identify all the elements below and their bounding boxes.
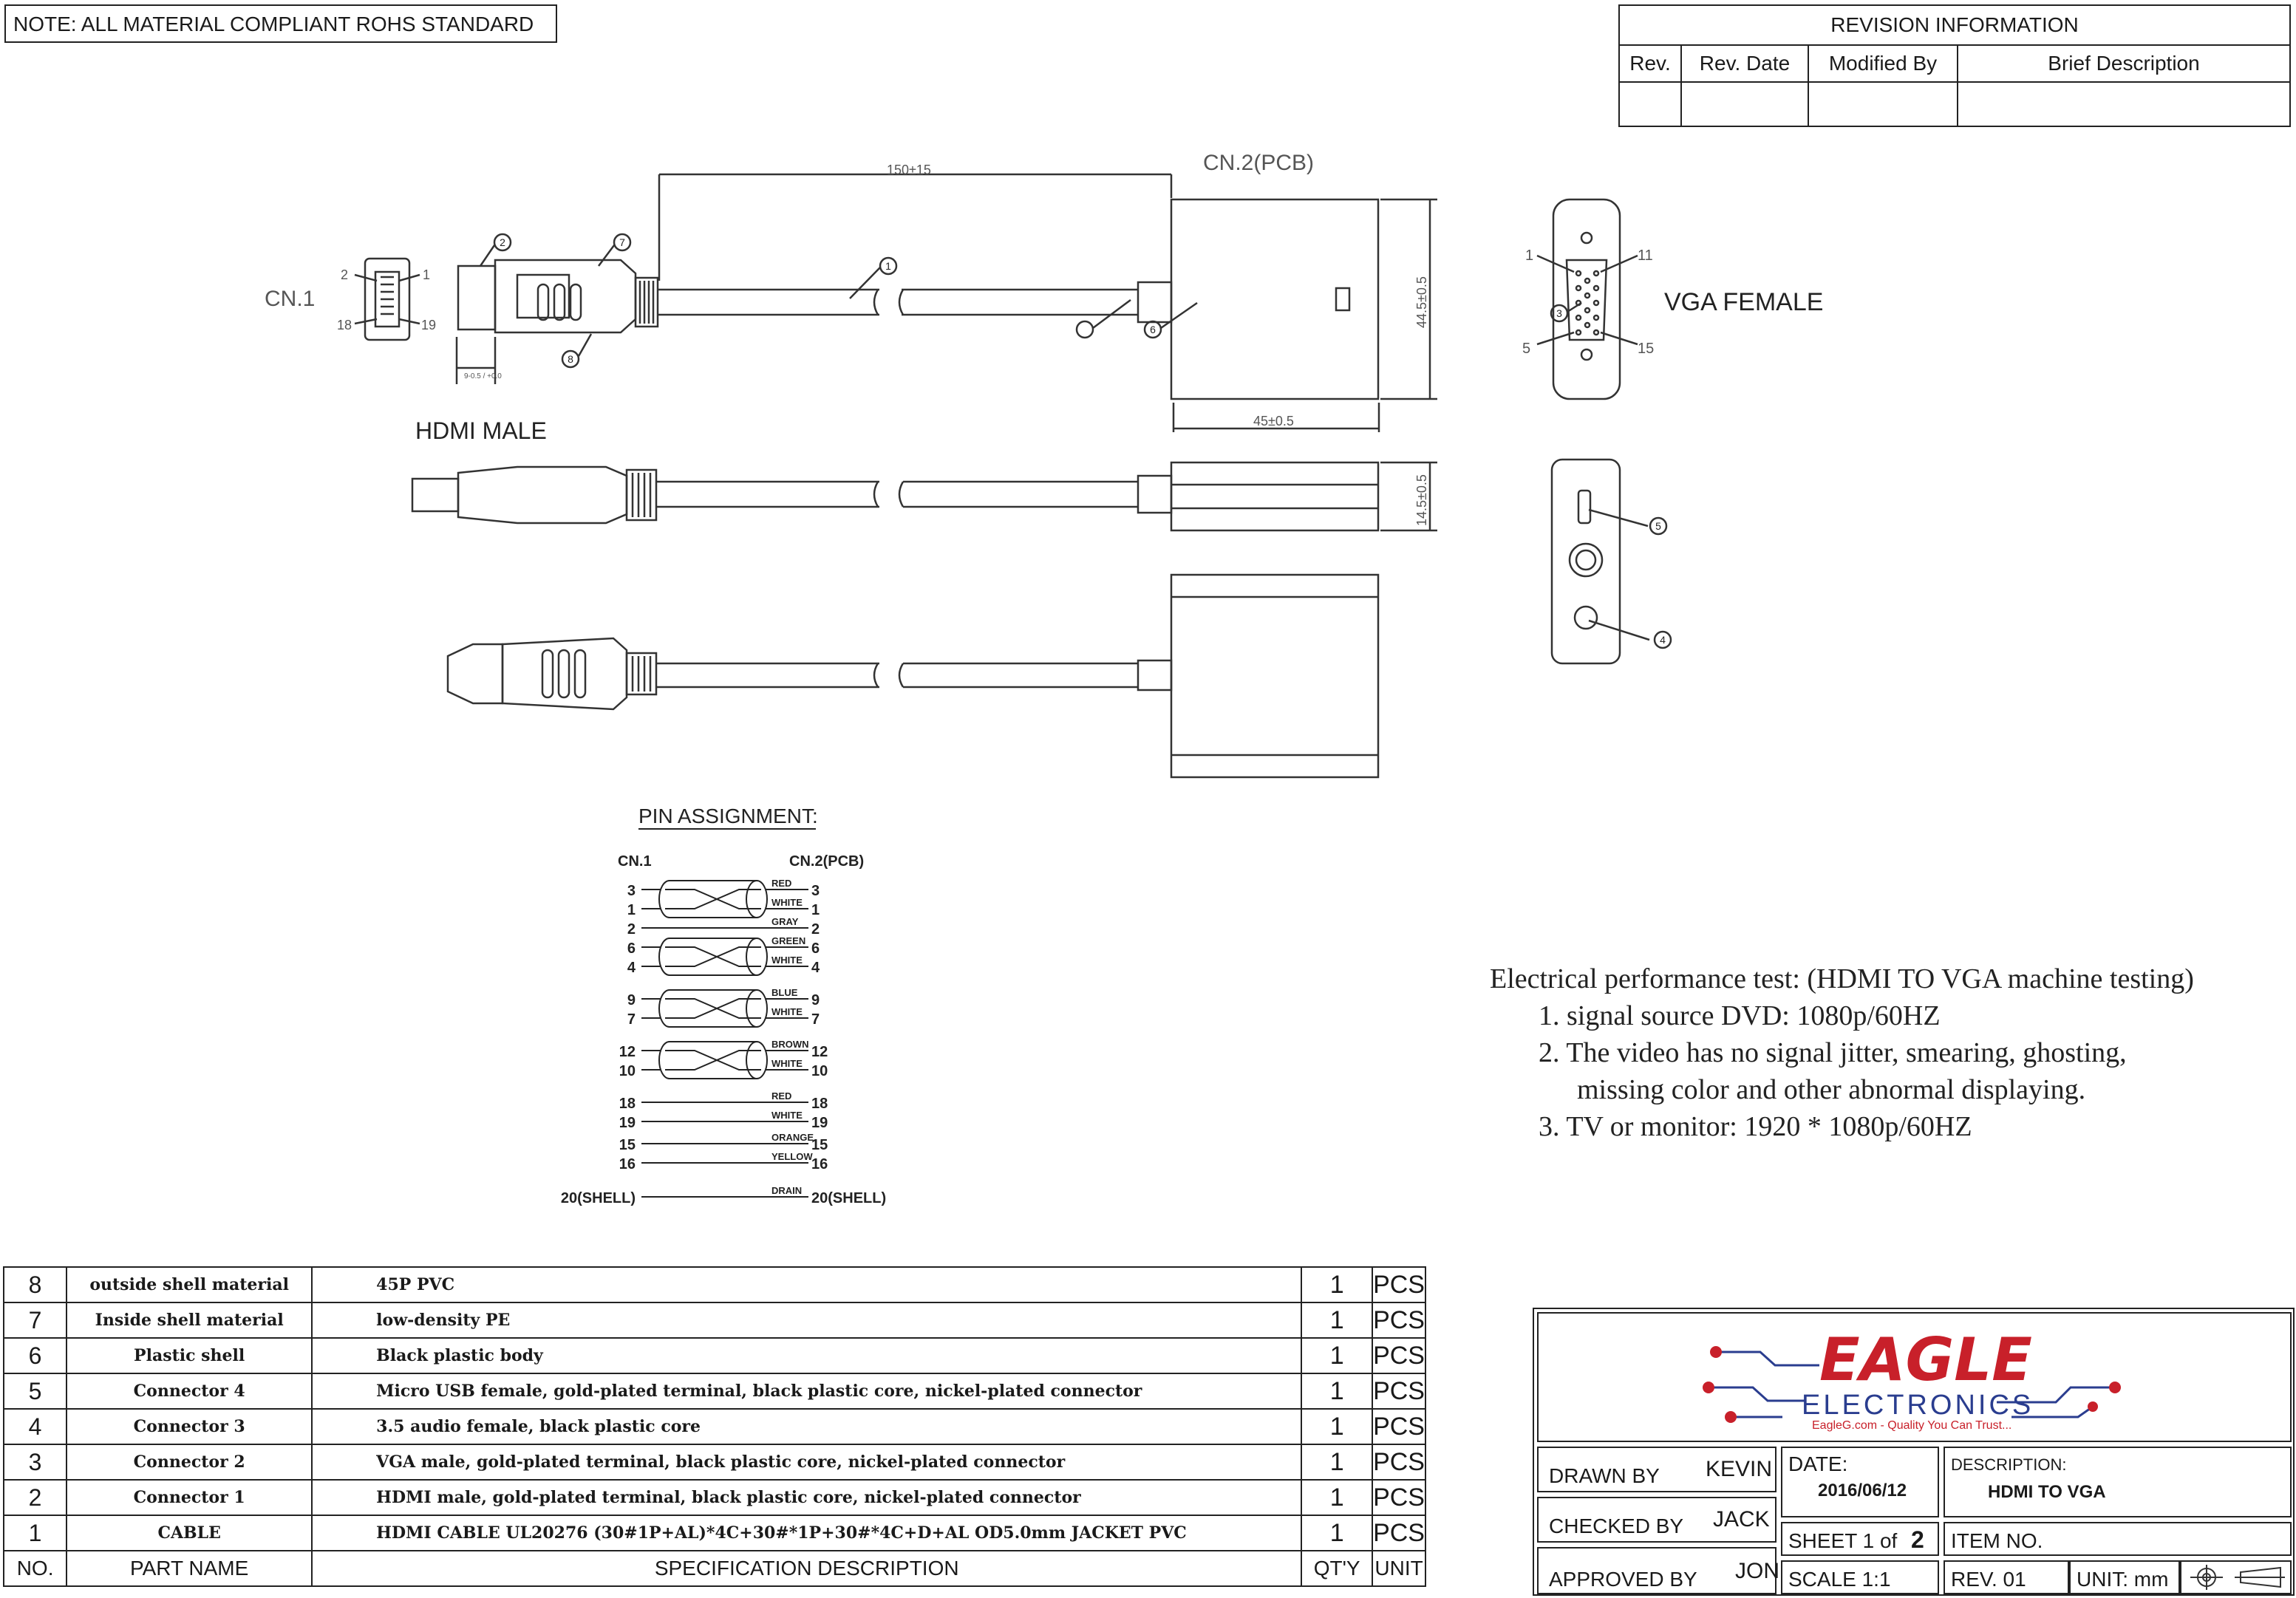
bom-row bbox=[4, 1444, 1425, 1480]
bom-row bbox=[4, 1373, 1425, 1409]
pin-wire-color: WHITE bbox=[771, 955, 803, 966]
cn2-label: CN.2(PCB) bbox=[1203, 151, 1315, 175]
pin-left-number: 7 bbox=[627, 1011, 636, 1028]
pin-right-number: 10 bbox=[811, 1063, 828, 1079]
twisted-pair-shield bbox=[659, 881, 767, 918]
revision-title: REVISION INFORMATION bbox=[1619, 5, 2290, 45]
callout-balloons bbox=[480, 234, 1671, 648]
bom-no: 2 bbox=[4, 1480, 67, 1515]
bom-spec: HDMI male, gold-plated terminal, black plastic core, nickel-plated connector bbox=[312, 1480, 1301, 1515]
date-label: DATE: bbox=[1788, 1452, 1848, 1475]
pin-right-number: 4 bbox=[811, 960, 820, 976]
dim-height: 44.5±0.5 bbox=[1414, 276, 1429, 328]
unit-value: UNIT: mm bbox=[2077, 1568, 2169, 1591]
bom-header-spec: SPECIFICATION DESCRIPTION bbox=[312, 1551, 1301, 1586]
bom-no: 8 bbox=[4, 1267, 67, 1302]
hdmi-male-label: HDMI MALE bbox=[415, 417, 547, 444]
title-block bbox=[1533, 1308, 2295, 1596]
pin-left-number: 6 bbox=[627, 940, 636, 957]
bom-spec: VGA male, gold-plated terminal, black plastic core, nickel-plated connector bbox=[312, 1444, 1301, 1480]
approved-by-cell bbox=[1537, 1547, 1779, 1594]
bill-of-materials bbox=[3, 1266, 1426, 1587]
cn1-label: CN.1 bbox=[265, 287, 316, 311]
pin-left-number: 9 bbox=[627, 992, 636, 1008]
pin-right-number: 7 bbox=[811, 1011, 820, 1028]
eagle-logo bbox=[1539, 1314, 2290, 1441]
balloon-6: 6 bbox=[1150, 324, 1156, 335]
balloon-1: 1 bbox=[885, 260, 891, 272]
description-cell bbox=[1944, 1447, 2292, 1517]
pin-left-header: CN.1 bbox=[618, 853, 652, 870]
item-no-label: ITEM NO. bbox=[1951, 1529, 2043, 1552]
bom-unit: PCS bbox=[1372, 1480, 1425, 1515]
hdmi-plug-side bbox=[412, 462, 1437, 530]
pin-wire-color: RED bbox=[771, 878, 792, 889]
vga-pin-11: 11 bbox=[1638, 247, 1653, 264]
checked-by-label: CHECKED BY bbox=[1549, 1515, 1684, 1537]
logo-tagline: EagleG.com - Quality You Can Trust... bbox=[1812, 1419, 2012, 1432]
bom-row bbox=[4, 1409, 1425, 1444]
bom-part: Inside shell material bbox=[67, 1302, 312, 1338]
bom-no: 6 bbox=[4, 1338, 67, 1373]
bom-unit: PCS bbox=[1372, 1515, 1425, 1551]
bom-qty: 1 bbox=[1301, 1444, 1372, 1480]
logo-area bbox=[1537, 1312, 2292, 1442]
pin-right-number: 9 bbox=[811, 992, 820, 1008]
vga-pin-15: 15 bbox=[1638, 341, 1655, 357]
performance-item: missing color and other abnormal displaying. bbox=[1577, 1074, 2086, 1105]
pin-wire-color: BROWN bbox=[771, 1039, 809, 1050]
checked-by-value: JACK bbox=[1713, 1507, 1770, 1532]
performance-item: 2. The video has no signal jitter, smearing, ghosting, bbox=[1539, 1037, 2127, 1068]
performance-item: 3. TV or monitor: 1920 * 1080p/60HZ bbox=[1539, 1111, 1972, 1142]
date-value: 2016/06/12 bbox=[1818, 1481, 1907, 1500]
drawn-by-cell bbox=[1537, 1447, 1776, 1492]
approved-by-value: JON bbox=[1735, 1559, 1779, 1583]
description-label: DESCRIPTION: bbox=[1951, 1455, 2067, 1474]
logo-electronics: ELECTRONICS bbox=[1802, 1390, 2034, 1421]
bom-unit: PCS bbox=[1372, 1267, 1425, 1302]
pin-wire-color: GRAY bbox=[771, 916, 799, 927]
vga-pin-1: 1 bbox=[1525, 247, 1534, 264]
bom-no: 7 bbox=[4, 1302, 67, 1338]
bom-row bbox=[4, 1267, 1425, 1302]
pin-right-number: 15 bbox=[811, 1137, 828, 1153]
pin-wire-color: YELLOW bbox=[771, 1151, 813, 1162]
bom-spec: Micro USB female, gold-plated terminal, black plastic core, nickel-plated connector bbox=[312, 1373, 1301, 1409]
pin-left-number: 20(SHELL) bbox=[560, 1190, 636, 1206]
rev-cell-tb bbox=[1944, 1560, 2069, 1594]
cn1-pin-19: 19 bbox=[421, 318, 437, 332]
vga-pin-5: 5 bbox=[1522, 341, 1531, 357]
bom-no: 3 bbox=[4, 1444, 67, 1480]
performance-notes bbox=[1490, 960, 2288, 1145]
rohs-note: NOTE: ALL MATERIAL COMPLIANT ROHS STANDARD bbox=[4, 4, 557, 43]
pin-right-number: 3 bbox=[811, 883, 820, 899]
rev-col-rev: Rev. bbox=[1619, 45, 1681, 82]
bom-unit: PCS bbox=[1372, 1444, 1425, 1480]
bom-spec: low-density PE bbox=[312, 1302, 1301, 1338]
vga-female-front bbox=[1537, 199, 1638, 399]
rev-value: REV. 01 bbox=[1951, 1568, 2026, 1591]
pin-right-number: 16 bbox=[811, 1156, 828, 1172]
pin-wire-color: WHITE bbox=[771, 1110, 803, 1121]
pin-left-number: 15 bbox=[619, 1137, 636, 1153]
cn1-end-view bbox=[355, 259, 420, 340]
pin-wire-color: DRAIN bbox=[771, 1185, 803, 1196]
pair-cross bbox=[650, 1144, 754, 1163]
projection-symbol-icon bbox=[2181, 1562, 2290, 1593]
bom-row bbox=[4, 1302, 1425, 1338]
performance-title: Electrical performance test: (HDMI TO VGA machine testing) bbox=[1490, 963, 2194, 994]
bom-part: Connector 2 bbox=[67, 1444, 312, 1480]
approved-by-label: APPROVED BY bbox=[1549, 1568, 1697, 1591]
pin-right-header: CN.2(PCB) bbox=[789, 853, 865, 870]
pin-wire-color: WHITE bbox=[771, 1058, 803, 1069]
rev-col-description: Brief Description bbox=[1958, 45, 2290, 82]
projection-cell bbox=[2180, 1560, 2292, 1594]
pin-left-number: 1 bbox=[627, 902, 636, 918]
bom-part: Connector 4 bbox=[67, 1373, 312, 1409]
bom-unit: PCS bbox=[1372, 1338, 1425, 1373]
bom-header-part: PART NAME bbox=[67, 1551, 312, 1586]
twisted-pair-shield bbox=[659, 1042, 767, 1079]
pin-left-number: 12 bbox=[619, 1044, 636, 1060]
hdmi-plug-bottom bbox=[448, 575, 1378, 777]
unit-cell bbox=[2069, 1560, 2180, 1594]
balloon-8: 8 bbox=[568, 353, 573, 365]
bom-qty: 1 bbox=[1301, 1515, 1372, 1551]
bom-header-qty: QT'Y bbox=[1301, 1551, 1372, 1586]
pin-right-number: 1 bbox=[811, 902, 820, 918]
dim-small: 9-0.5 / +0.0 bbox=[464, 372, 502, 380]
performance-item: 1. signal source DVD: 1080p/60HZ bbox=[1539, 1000, 1941, 1031]
hdmi-plug-top bbox=[458, 260, 1171, 332]
bom-part: Connector 3 bbox=[67, 1409, 312, 1444]
side-port-view bbox=[1552, 460, 1649, 663]
bom-no: 1 bbox=[4, 1515, 67, 1551]
pin-assignment-title: PIN ASSIGNMENT: bbox=[638, 805, 818, 827]
bom-spec: 3.5 audio female, black plastic core bbox=[312, 1409, 1301, 1444]
pin-left-number: 18 bbox=[619, 1096, 636, 1112]
date-cell bbox=[1781, 1447, 1939, 1517]
dim-side: 14.5±0.5 bbox=[1414, 474, 1429, 526]
bom-row bbox=[4, 1338, 1425, 1373]
vga-housing-top bbox=[1171, 199, 1378, 399]
checked-by-cell bbox=[1537, 1497, 1776, 1543]
bom-qty: 1 bbox=[1301, 1480, 1372, 1515]
pin-wire-color: BLUE bbox=[771, 987, 798, 998]
balloon-5: 5 bbox=[1655, 520, 1661, 532]
item-no-cell bbox=[1944, 1522, 2292, 1556]
balloon-3: 3 bbox=[1556, 307, 1562, 319]
pin-wire-color: WHITE bbox=[771, 1006, 803, 1017]
vga-female-label: VGA FEMALE bbox=[1664, 288, 1824, 316]
cn1-pin-2: 2 bbox=[341, 267, 349, 282]
pin-wire-color: ORANGE bbox=[771, 1132, 814, 1143]
bom-unit: PCS bbox=[1372, 1409, 1425, 1444]
pin-right-number: 2 bbox=[811, 921, 820, 938]
bom-part: outside shell material bbox=[67, 1267, 312, 1302]
logo-eagle: EAGLE bbox=[1819, 1325, 2032, 1394]
twisted-pair-shield bbox=[659, 938, 767, 975]
pin-left-number: 16 bbox=[619, 1156, 636, 1172]
pin-left-number: 10 bbox=[619, 1063, 636, 1079]
sheet-prefix: SHEET 1 of bbox=[1788, 1529, 1898, 1552]
pin-right-number: 20(SHELL) bbox=[811, 1190, 887, 1206]
drawn-by-value: KEVIN bbox=[1706, 1457, 1773, 1481]
bom-qty: 1 bbox=[1301, 1338, 1372, 1373]
dim-width: 45±0.5 bbox=[1253, 414, 1294, 428]
bom-part: CABLE bbox=[67, 1515, 312, 1551]
bom-qty: 1 bbox=[1301, 1373, 1372, 1409]
pin-left-number: 19 bbox=[619, 1115, 636, 1131]
drawn-by-label: DRAWN BY bbox=[1549, 1464, 1660, 1487]
bom-no: 5 bbox=[4, 1373, 67, 1409]
pin-left-number: 3 bbox=[627, 883, 636, 899]
bom-spec: 45P PVC bbox=[312, 1267, 1301, 1302]
bom-qty: 1 bbox=[1301, 1409, 1372, 1444]
balloon-7: 7 bbox=[619, 236, 625, 248]
twisted-pair-shield bbox=[659, 990, 767, 1027]
bom-row bbox=[4, 1515, 1425, 1551]
pin-right-number: 6 bbox=[811, 940, 820, 957]
cn1-pin-18: 18 bbox=[337, 318, 352, 332]
bom-qty: 1 bbox=[1301, 1302, 1372, 1338]
scale-cell bbox=[1781, 1560, 1939, 1594]
bom-row bbox=[4, 1480, 1425, 1515]
bom-header-row bbox=[4, 1551, 1425, 1586]
bom-header-unit: UNIT bbox=[1372, 1551, 1425, 1586]
bom-spec: Black plastic body bbox=[312, 1338, 1301, 1373]
bom-unit: PCS bbox=[1372, 1373, 1425, 1409]
pin-left-number: 4 bbox=[627, 960, 636, 976]
pin-wire-color: RED bbox=[771, 1090, 792, 1102]
bom-qty: 1 bbox=[1301, 1267, 1372, 1302]
balloon-4: 4 bbox=[1660, 634, 1666, 646]
bom-header-no: NO. bbox=[4, 1551, 67, 1586]
bom-spec: HDMI CABLE UL20276 (30#1P+AL)*4C+30#*1P+30#*4C+D+AL OD5.0mm JACKET PVC bbox=[312, 1515, 1301, 1551]
bom-unit: PCS bbox=[1372, 1302, 1425, 1338]
balloon-2: 2 bbox=[500, 236, 505, 248]
pin-left-number: 2 bbox=[627, 921, 636, 938]
pin-right-number: 12 bbox=[811, 1044, 828, 1060]
pin-right-number: 18 bbox=[811, 1096, 828, 1112]
pin-assignment-diagram bbox=[0, 798, 961, 1241]
scale-value: SCALE 1:1 bbox=[1788, 1568, 1891, 1591]
dim-length: 150±15 bbox=[887, 163, 931, 177]
sheet-cell bbox=[1781, 1522, 1939, 1556]
bom-no: 4 bbox=[4, 1409, 67, 1444]
pin-wire-color: GREEN bbox=[771, 935, 806, 946]
rev-col-modified: Modified By bbox=[1808, 45, 1958, 82]
pin-wire-color: WHITE bbox=[771, 897, 803, 908]
sheet-total: 2 bbox=[1911, 1526, 1924, 1553]
description-value: HDMI TO VGA bbox=[1988, 1482, 2106, 1502]
cn1-pin-1: 1 bbox=[423, 267, 431, 282]
rev-col-date: Rev. Date bbox=[1681, 45, 1808, 82]
bom-part: Connector 1 bbox=[67, 1480, 312, 1515]
bom-part: Plastic shell bbox=[67, 1338, 312, 1373]
pin-right-number: 19 bbox=[811, 1115, 828, 1131]
